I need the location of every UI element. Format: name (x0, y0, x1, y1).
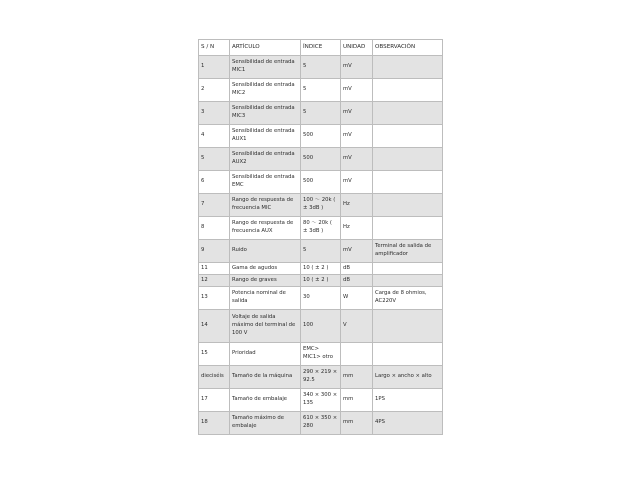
cell-note: Carga de 8 ohmios, AC220V (373, 287, 443, 310)
cell-index: 500 (301, 148, 341, 171)
cell-sn: 17 (199, 389, 230, 412)
table-row (199, 148, 443, 171)
cell-note: 4PS (373, 412, 443, 435)
cell-item: Sensibilidad de entrada AUX2 (230, 148, 301, 171)
cell-unit: mV (341, 240, 373, 263)
cell-sn: 11 (199, 263, 230, 275)
cell-sn: 3 (199, 102, 230, 125)
cell-sn: 7 (199, 194, 230, 217)
cell-index: 5 (301, 102, 341, 125)
cell-item: Prioridad (230, 343, 301, 366)
header-row (199, 40, 443, 56)
cell-unit: dB (341, 275, 373, 287)
cell-index: 80 ～ 20k ( ± 3dB ) (301, 217, 341, 240)
cell-unit: Hz (341, 217, 373, 240)
cell-unit: dB (341, 263, 373, 275)
cell-sn: 1 (199, 56, 230, 79)
cell-note (373, 56, 443, 79)
cell-index: 100 (301, 310, 341, 343)
table-row (199, 102, 443, 125)
table-row (199, 389, 443, 412)
cell-unit: mV (341, 56, 373, 79)
cell-sn: 14 (199, 310, 230, 343)
cell-item: Sensibilidad de entrada EMC (230, 171, 301, 194)
cell-note (373, 217, 443, 240)
cell-item: Tamaño de la máquina (230, 366, 301, 389)
cell-index: 100 ～ 20k ( ± 3dB ) (301, 194, 341, 217)
table-row (199, 366, 443, 389)
cell-item: Rango de respuesta de frecuencia AUX (230, 217, 301, 240)
header-unit: UNIDAD (341, 40, 373, 56)
cell-unit (341, 343, 373, 366)
header-index: ÍNDICE (301, 40, 341, 56)
cell-unit: Hz (341, 194, 373, 217)
cell-item: Sensibilidad de entrada AUX1 (230, 125, 301, 148)
cell-note (373, 102, 443, 125)
table-row (199, 56, 443, 79)
cell-index: 30 (301, 287, 341, 310)
cell-sn: 8 (199, 217, 230, 240)
header-sn: S / N (199, 40, 230, 56)
cell-unit: mm (341, 366, 373, 389)
cell-sn: 4 (199, 125, 230, 148)
cell-item: Rango de respuesta de frecuencia MIC (230, 194, 301, 217)
table-row (199, 412, 443, 435)
table-row (199, 171, 443, 194)
cell-sn: 18 (199, 412, 230, 435)
cell-note (373, 148, 443, 171)
cell-sn: 6 (199, 171, 230, 194)
cell-item: Voltaje de salida máximo del terminal de 100 V (230, 310, 301, 343)
cell-index: 10 ( ± 2 ) (301, 263, 341, 275)
cell-item: Tamaño de embalaje (230, 389, 301, 412)
cell-unit: V (341, 310, 373, 343)
cell-index: 340 × 300 × 135 (301, 389, 341, 412)
cell-item: Tamaño máximo de embalaje (230, 412, 301, 435)
cell-unit: W (341, 287, 373, 310)
table-row (199, 310, 443, 343)
cell-sn: 2 (199, 79, 230, 102)
cell-unit: mV (341, 148, 373, 171)
table-row (199, 287, 443, 310)
cell-note (373, 79, 443, 102)
table-row (199, 194, 443, 217)
cell-index: 5 (301, 79, 341, 102)
cell-index: EMC> MIC1> otro (301, 343, 341, 366)
cell-sn: 5 (199, 148, 230, 171)
cell-sn: 13 (199, 287, 230, 310)
cell-unit: mm (341, 412, 373, 435)
cell-item: Sensibilidad de entrada MIC1 (230, 56, 301, 79)
cell-note: Largo × ancho × alto (373, 366, 443, 389)
table-row (199, 263, 443, 275)
cell-note (373, 310, 443, 343)
cell-sn: 9 (199, 240, 230, 263)
cell-note (373, 194, 443, 217)
cell-index: 5 (301, 56, 341, 79)
cell-sn: 12 (199, 275, 230, 287)
cell-item: Sensibilidad de entrada MIC3 (230, 102, 301, 125)
cell-unit: mm (341, 389, 373, 412)
cell-note (373, 343, 443, 366)
table-row (199, 343, 443, 366)
cell-item: Rango de graves (230, 275, 301, 287)
cell-item: Sensibilidad de entrada MIC2 (230, 79, 301, 102)
cell-index: 10 ( ± 2 ) (301, 275, 341, 287)
cell-item: Ruido (230, 240, 301, 263)
cell-sn: 15 (199, 343, 230, 366)
cell-item: Gama de agudos (230, 263, 301, 275)
table-row (199, 217, 443, 240)
spec-table (198, 39, 443, 435)
cell-index: 610 × 350 × 280 (301, 412, 341, 435)
cell-unit: mV (341, 171, 373, 194)
cell-index: 500 (301, 171, 341, 194)
cell-note: 1PS (373, 389, 443, 412)
cell-item: Potencia nominal de salida (230, 287, 301, 310)
cell-note (373, 263, 443, 275)
table-row (199, 240, 443, 263)
header-item: ARTÍCULO (230, 40, 301, 56)
spec-sheet (198, 39, 442, 435)
cell-note (373, 275, 443, 287)
cell-note: Terminal de salida de amplificador (373, 240, 443, 263)
table-row (199, 125, 443, 148)
cell-unit: mV (341, 125, 373, 148)
cell-index: 5 (301, 240, 341, 263)
cell-note (373, 125, 443, 148)
cell-unit: mV (341, 102, 373, 125)
header-note: OBSERVACIÓN (373, 40, 443, 56)
cell-index: 290 × 219 × 92.5 (301, 366, 341, 389)
table-row (199, 79, 443, 102)
cell-unit: mV (341, 79, 373, 102)
cell-index: 500 (301, 125, 341, 148)
cell-sn: dieciséis (199, 366, 230, 389)
cell-note (373, 171, 443, 194)
table-row (199, 275, 443, 287)
